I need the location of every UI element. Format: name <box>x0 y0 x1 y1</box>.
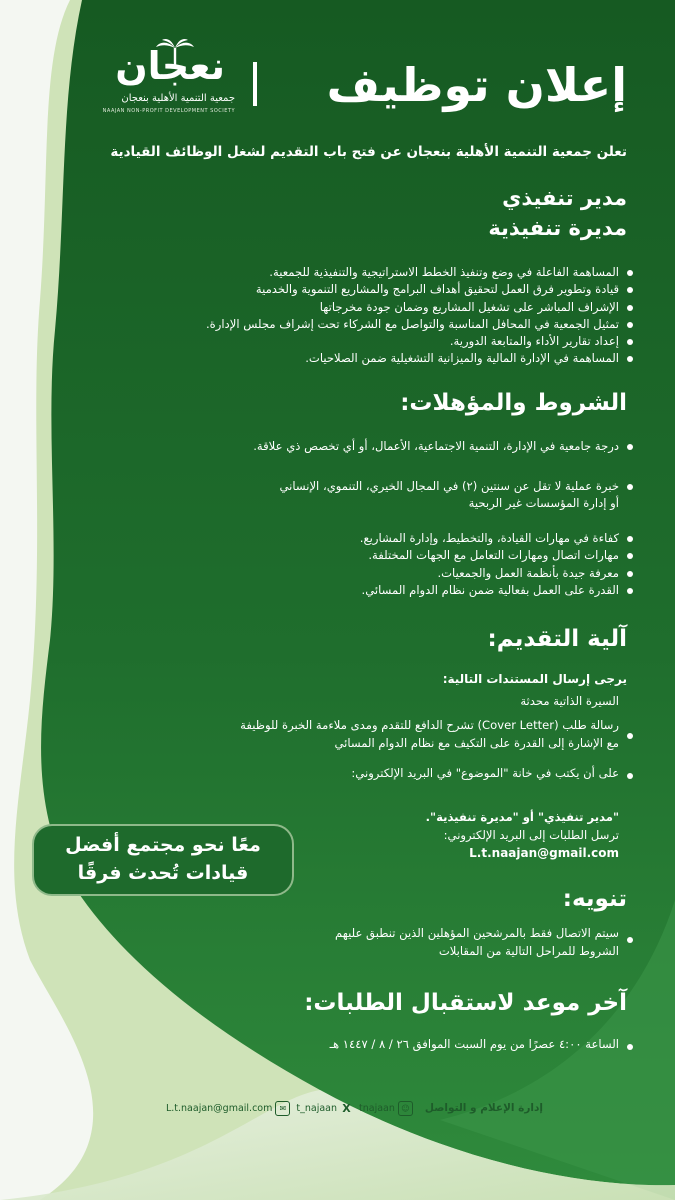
list-item: خبرة عملية لا تقل عن سنتين (٢) في المجال الخيري، التنموي، الإنساني <box>279 478 635 495</box>
list-item: المساهمة في الإدارة المالية والميزانية التشغيلية ضمن الصلاحيات. <box>206 350 635 367</box>
slogan-box <box>32 824 294 896</box>
list-item: تمثيل الجمعية في المحافل المناسبة والتواصل مع الشركاء تحت إشراف مجلس الإدارة. <box>206 316 635 333</box>
bullet <box>627 937 633 943</box>
skills-list <box>360 530 635 599</box>
apply-subtitle: يرجى إرسال المستندات التالية: <box>442 672 627 686</box>
footer-mail-address: L.t.naajan@gmail.com <box>165 1102 273 1114</box>
page-title: إعلان توظيف <box>326 58 627 112</box>
apply-heading: آلية التقديم: <box>487 626 627 652</box>
list-item: قيادة وتطوير فرق العمل لتحقيق أهداف البرامج والمشاريع التنموية والخدمية <box>206 281 635 298</box>
role-female: مديرة تنفيذية <box>488 216 627 240</box>
apply-send-to: ترسل الطلبات إلى البريد الإلكتروني: <box>443 828 619 842</box>
x-icon: X <box>342 1101 351 1115</box>
logo-wordmark: نعجان <box>115 44 225 88</box>
footer-x-handle: t_najaan <box>296 1102 337 1114</box>
list-item: المساهمة الفاعلة في وضع وتنفيذ الخطط الاستراتيجية والتنفيذية للجمعية. <box>206 264 635 281</box>
footer-mail[interactable] <box>166 1101 290 1116</box>
conditions-heading: الشروط والمؤهلات: <box>400 390 627 416</box>
logo-org-name: جمعية التنمية الأهلية بنعجان <box>121 93 235 104</box>
list-item: الإشراف المباشر على تشغيل المشاريع وضمان جودة مخرجاتها <box>206 299 635 316</box>
list-item: مهارات اتصال ومهارات التعامل مع الجهات المختلفة. <box>360 547 635 564</box>
apply-subject-values: "مدير تنفيذي" أو "مديرة تنفيذية". <box>425 810 619 824</box>
list-item: إعداد تقارير الأداء والمتابعة الدورية. <box>206 333 635 350</box>
mail-icon: ✉ <box>275 1101 290 1116</box>
list-item: كفاءة في مهارات القيادة، والتخطيط، وإدارة المشاريع. <box>360 530 635 547</box>
deadline-heading: آخر موعد لاستقبال الطلبات: <box>304 990 627 1016</box>
footer-x[interactable] <box>296 1102 353 1115</box>
footer-contacts <box>166 1097 543 1119</box>
footer-snapchat-handle: tnajaan <box>359 1102 395 1114</box>
notice-line-2: الشروط للمراحل التالية من المقابلات <box>438 944 619 958</box>
apply-cv: السيرة الذاتية محدثة <box>520 694 619 708</box>
apply-email[interactable]: L.t.naajan@gmail.com <box>469 846 619 860</box>
deadline-text: الساعة ٤:٠٠ عصرًا من يوم السبت الموافق ٢٦ / ٨ / ١٤٤٧ هـ <box>329 1037 619 1051</box>
list-item: معرفة جيدة بأنظمة العمل والجمعيات. <box>360 565 635 582</box>
intro-text: تعلن جمعية التنمية الأهلية بنعجان عن فتح باب التقديم لشغل الوظائف القيادية <box>110 144 627 160</box>
apply-letter-line-2: مع الإشارة إلى القدرة على التكيف مع نظام الدوام المسائي <box>334 736 619 750</box>
org-logo <box>85 38 235 123</box>
notice-line-1: سيتم الاتصال فقط بالمرشحين المؤهلين الذين تنطبق عليهم <box>335 926 619 940</box>
title-divider <box>253 62 257 106</box>
footer-dept: إدارة الإعلام و التواصل <box>424 1102 543 1114</box>
logo-org-name-en: NAAJAN NON-PROFIT DEVELOPMENT SOCIETY <box>102 108 235 114</box>
list-item: درجة جامعية في الإدارة، التنمية الاجتماعية، الأعمال، أو أي تخصص ذي علاقة. <box>253 438 635 455</box>
snapchat-icon: ☺ <box>398 1101 413 1116</box>
conditions-experience <box>279 478 635 495</box>
apply-letter-line-1: رسالة طلب (Cover Letter) تشرح الدافع للتقدم ومدى ملاءمة الخبرة للوظيفة <box>240 718 619 732</box>
conditions-degree <box>253 438 635 455</box>
slogan-line-2: قيادات تُحدث فرقًا <box>77 862 249 884</box>
bullet <box>627 1044 633 1050</box>
bullet <box>627 733 633 739</box>
bullet <box>627 773 633 779</box>
list-item: القدرة على العمل بفعالية ضمن نظام الدوام المسائي. <box>360 582 635 599</box>
experience-line-2: أو إدارة المؤسسات غير الربحية <box>468 496 619 510</box>
footer-snapchat[interactable] <box>359 1101 413 1116</box>
slogan-line-1: معًا نحو مجتمع أفضل <box>65 834 261 856</box>
role-male: مدير تنفيذي <box>502 186 627 210</box>
duties-list <box>206 264 635 368</box>
apply-subject-note: على أن يكتب في خانة "الموضوع" في البريد الإلكتروني: <box>351 766 619 780</box>
notice-heading: تنويه: <box>562 886 627 912</box>
